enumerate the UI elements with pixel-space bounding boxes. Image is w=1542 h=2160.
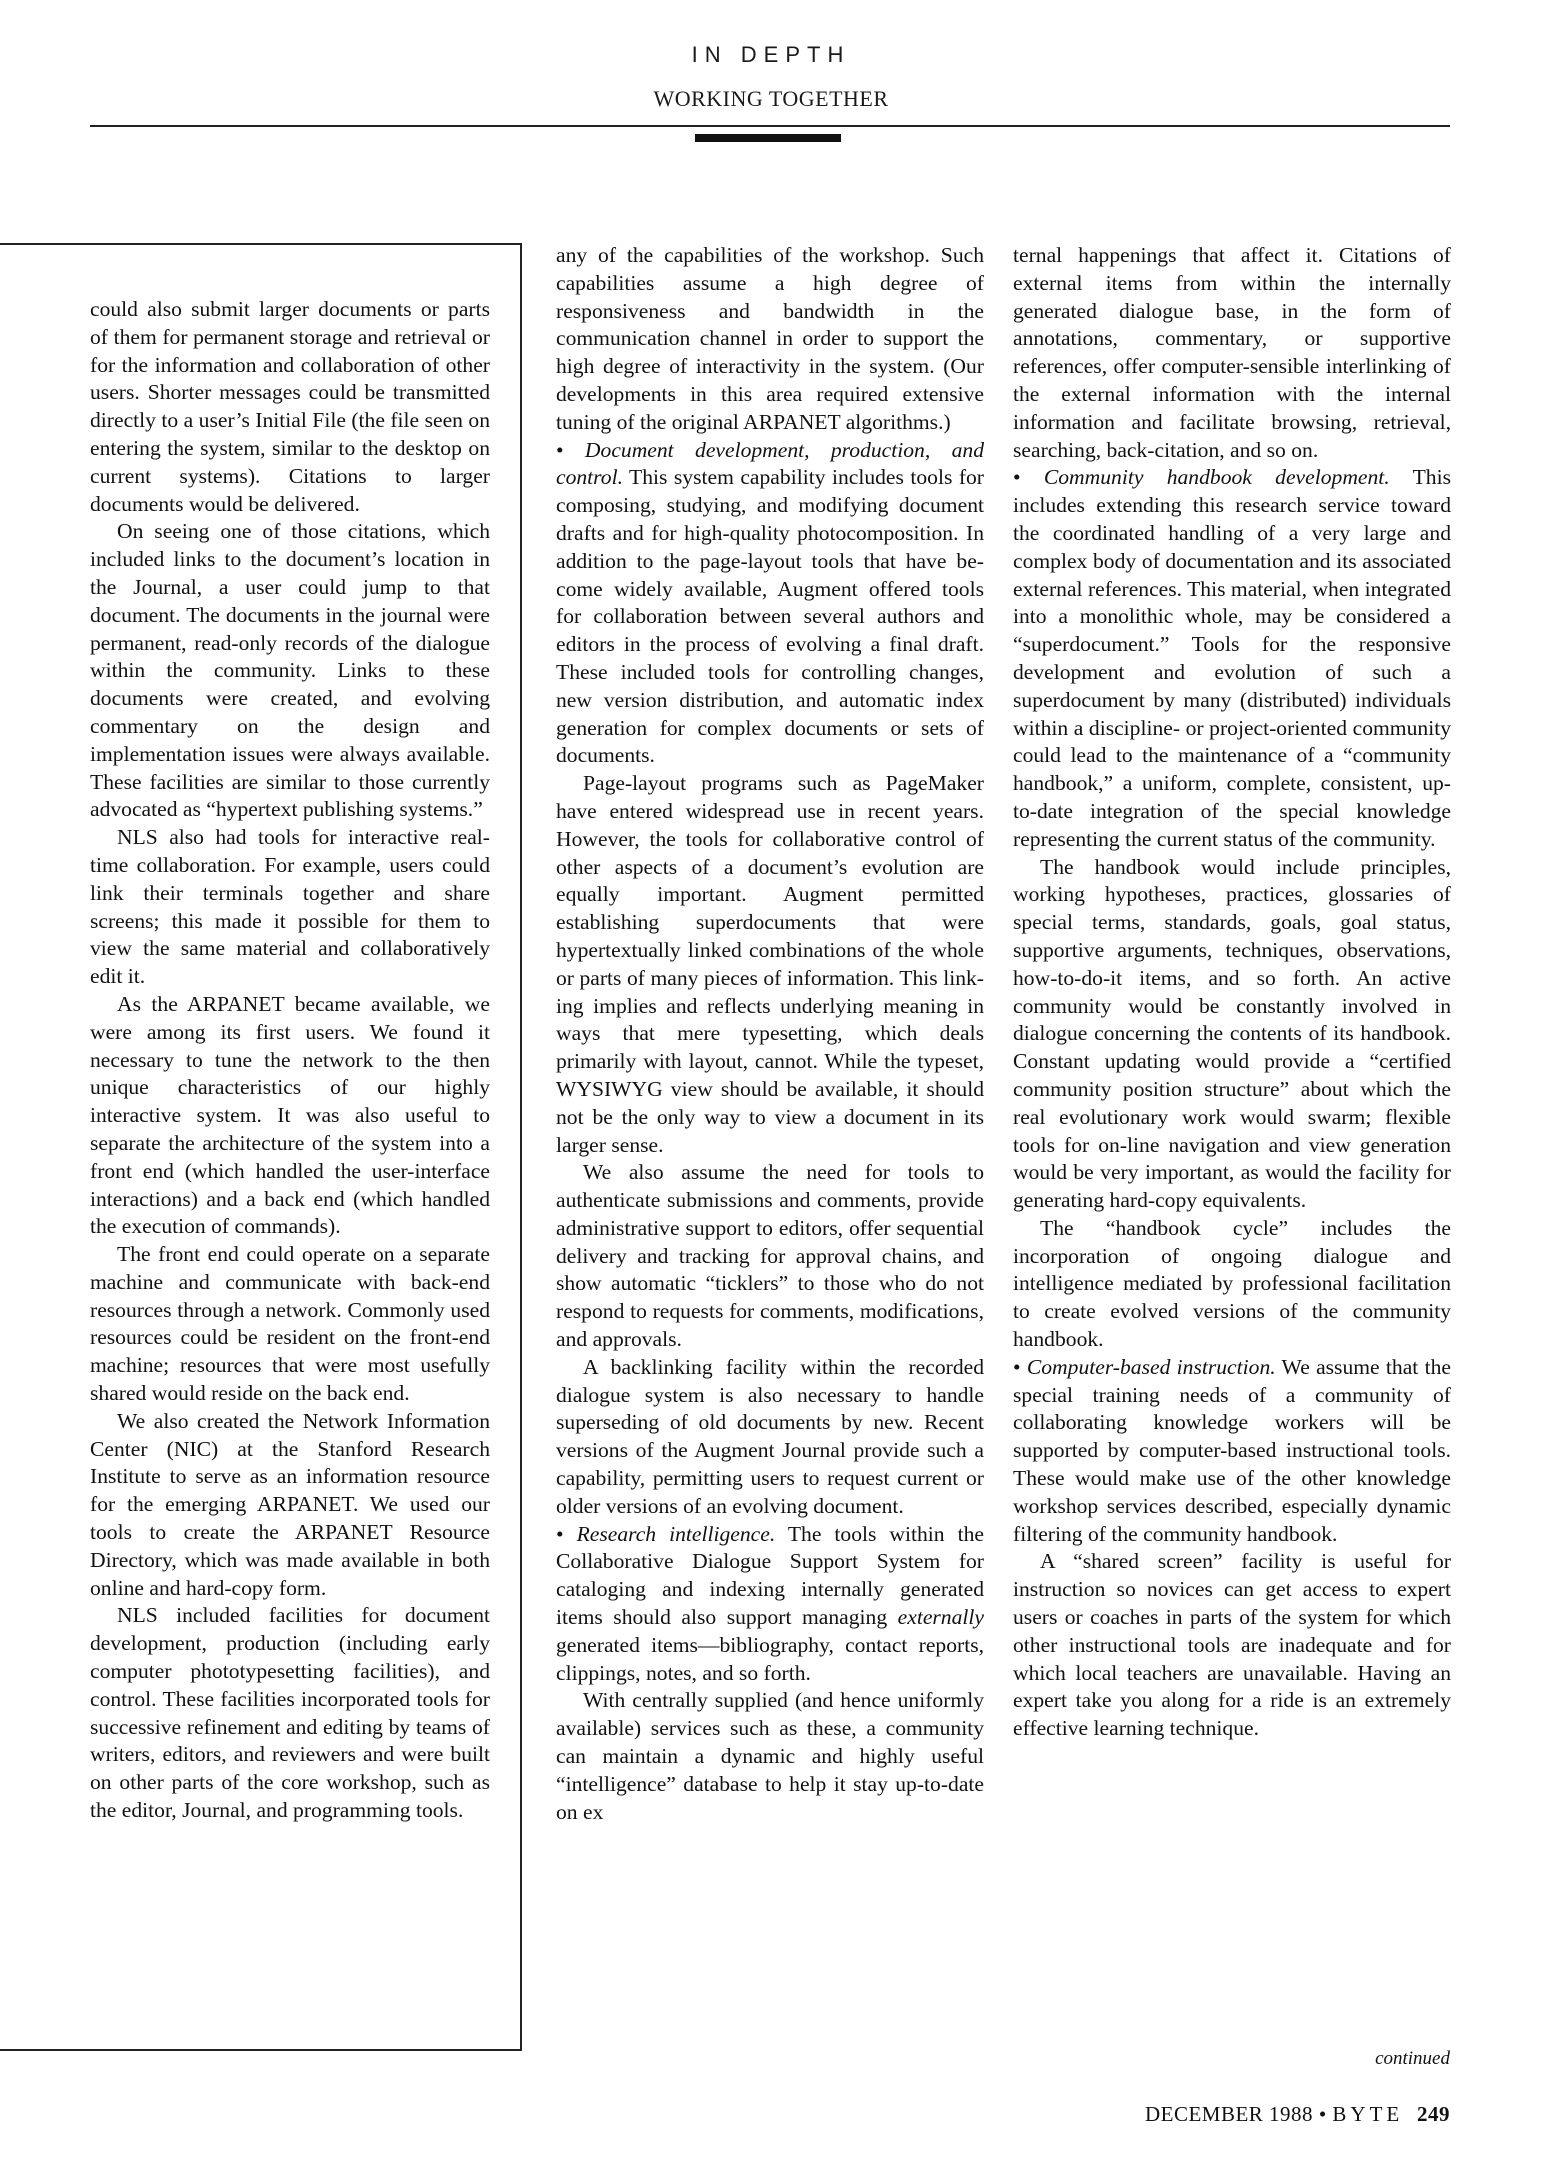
bullet-icon: •: [556, 437, 564, 462]
paragraph: NLS also had tools for interactive real-time collaboration. For example, users could link their terminals together and share screens; this made it possible for them to view the same material and collaboratively edit it.: [90, 825, 490, 989]
column-3: [1013, 242, 1451, 1743]
paragraph: any of the capabilities of the workshop. Such capabilities assume a high degree of responsiveness and bandwidth in the communication channel in order to support the high degree of interactivity in the system. (Our developments in this area required extensive tuning of the original ARPANET algorithms.): [556, 243, 984, 434]
paragraph: On seeing one of those citations, which included links to the document’s location in the Journal, a user could jump to that document. The documents in the journal were permanent, read-only records of the dialogue within the community. Links to these documents were created, and evolving commentary on the design and implementation issues were always available. These facilities are similar to those currently advocated as “hypertext publishing systems.”: [90, 519, 490, 822]
bullet-text: This includes extending this research service toward the coordinated handling of a very large and complex body of documentation and its associated external references. This material, when integrated into a monolithic whole, may be considered a “superdocument.” Tools for the responsive development and evolution of such a superdocument by many (distributed) individuals within a discipline- or project-oriented community could lead to the maintenance of a “community handbook,” a uniform, complete, consistent, up-to-date integration of the special knowledge representing the current status of the community.: [1013, 465, 1451, 851]
bullet-paragraph: [1013, 464, 1451, 853]
paragraph: Page-layout programs such as PageMaker have entered widespread use in recent years. However, the tools for collaborative control of other aspects of a document’s evolution are equally important. Augment permitted establishing superdocuments that were hypertextually linked combinations of the whole or parts of many pieces of information. This linking implies and reflects underlying meaning in ways that mere typesetting, which deals primarily with layout, cannot. While the typeset, WYSIWYG view should be available, it should not be the only way to view a document in its larger sense.: [556, 771, 984, 1157]
header-accent-bar: [695, 134, 841, 142]
paragraph: A backlinking facility within the recorded dialogue system is also necessary to handle superseding of old documents by new. Recent versions of the Augment Journal provide such a capability, permitting users to request current or older versions of an evolving document.: [556, 1354, 984, 1518]
column-2: [556, 242, 984, 1826]
bullet-title: Research intelligence.: [576, 1521, 776, 1546]
paragraph: A “shared screen” facility is useful for instruction so novices can get access to expert users or coaches in parts of the system for which other instructional tools are inadequate and for which local teachers are unavailable. Having an expert take you along for a ride is an extremely effective learning technique.: [1013, 1549, 1451, 1741]
paragraph: ternal happenings that affect it. Citations of external items from within the internally generated dialogue base, in the form of annotations, commentary, or supportive references, offer computer-sensible interlinking of the external information with the internal information and facilitate browsing, retrieval, searching, back-citation, and so on.: [1013, 243, 1451, 462]
bullet-icon: •: [556, 1521, 564, 1546]
issue-date: DECEMBER 1988: [1144, 2102, 1314, 2126]
paragraph: We also assume the need for tools to authenticate submissions and comments, provide administrative support to editors, offer sequential delivery and tracking for approval chains, and show automatic “ticklers” to those who do not respond to requests for comments, modifications, and approvals.: [556, 1160, 984, 1352]
bullet-paragraph: [556, 1521, 984, 1688]
bullet-paragraph: [1013, 1354, 1451, 1549]
bullet-title: Computer-based instruction.: [1026, 1354, 1276, 1379]
page-number: 249: [1417, 2102, 1450, 2126]
section-label: IN DEPTH: [691, 42, 851, 67]
page-footer: [1000, 2102, 1450, 2127]
paragraph: The front end could operate on a separate machine and communicate with back-end resources through a network. Commonly used resources could be resident on the front-end machine; resources that were most usefully shared would reside on the back end.: [90, 1242, 490, 1406]
paragraph: The “handbook cycle” includes the incorporation of ongoing dialogue and intelligence mediated by professional facilitation to create evolved versions of the community handbook.: [1013, 1215, 1451, 1352]
column-1: [90, 296, 490, 1825]
bullet-text: generated items—bibliography, contact reports, clippings, notes, and so forth.: [556, 1632, 984, 1685]
continued-label: continued: [1375, 2048, 1450, 2069]
bullet-title: Community handbook development.: [1043, 465, 1390, 490]
magazine-name: BYTE: [1332, 2102, 1404, 2126]
bullet-text: The tools within the Collaborative Dialogue Support System for cataloging and indexing internally generated items should also support managing: [556, 1521, 984, 1630]
paragraph: The handbook would include principles, working hypotheses, practices, glossaries of special terms, standards, goals, goal status, supportive arguments, techniques, observations, how-to-do-it items, and so forth. An active community would be constantly involved in dialogue concerning the contents of its handbook. Constant updating would provide a “certified community position structure” about which the real evolutionary work would swarm; flexible tools for on-line navigation and view generation would be very important, as would the facility for generating hard-copy equivalents.: [1013, 854, 1451, 1213]
header-rule: [90, 125, 1450, 127]
emphasis-text: externally: [897, 1605, 984, 1630]
paragraph: We also created the Network Information Center (NIC) at the Stanford Research Institute to serve as an information resource for the emerging ARPANET. We used our tools to create the ARPANET Resource Directory, which was made available in both online and hard-copy form.: [90, 1408, 490, 1600]
paragraph: could also submit larger documents or parts of them for permanent storage and retrieval or for the information and collaboration of other users. Shorter messages could be transmitted directly to a user’s Initial File (the file seen on entering the system, similar to the desktop on current systems). Citations to larger documents would be delivered.: [90, 297, 490, 516]
footer-separator: •: [1318, 2102, 1327, 2126]
bullet-text: We assume that the special training needs of a community of collaborating knowledge workers will be supported by computer-based instructional tools. These would make use of the other knowledge workshop services described, especially dynamic filtering of the community handbook.: [1013, 1354, 1451, 1546]
paragraph: With centrally supplied (and hence uniformly available) services such as these, a community can maintain a dynamic and highly useful “intelligence” database to help it stay up-to-date on ex: [556, 1688, 984, 1824]
bullet-icon: •: [1013, 1354, 1021, 1379]
paragraph: As the ARPANET became available, we were among its first users. We found it necessary to tune the network to the then unique characteristics of our highly interactive system. It was also useful to separate the architecture of the system into a front end (which handled the user-interface interactions) and a back end (which handled the execution of commands).: [90, 991, 490, 1239]
page-header: [0, 40, 1542, 114]
bullet-title: Document development, production, and control.: [556, 437, 984, 490]
bullet-text: This system capability includes tools for composing, studying, and modifying document drafts and for high-quality photocomposition. In addition to the page-layout tools that have become widely available, Augment offered tools for collaboration between several authors and editors in the process of evolving a final draft. These included tools for controlling changes, new version distribution, and automatic index generation for complex documents or sets of documents.: [556, 465, 984, 768]
bullet-icon: •: [1013, 465, 1021, 490]
article-title: WORKING TOGETHER: [653, 86, 889, 111]
paragraph: NLS included facilities for document development, production (including early computer phototypesetting facilities), and control. These facilities incorporated tools for successive refinement and editing by teams of writers, editors, and reviewers and were built on other parts of the core workshop, such as the editor, Journal, and programming tools.: [90, 1603, 490, 1823]
bullet-paragraph: [556, 437, 984, 771]
